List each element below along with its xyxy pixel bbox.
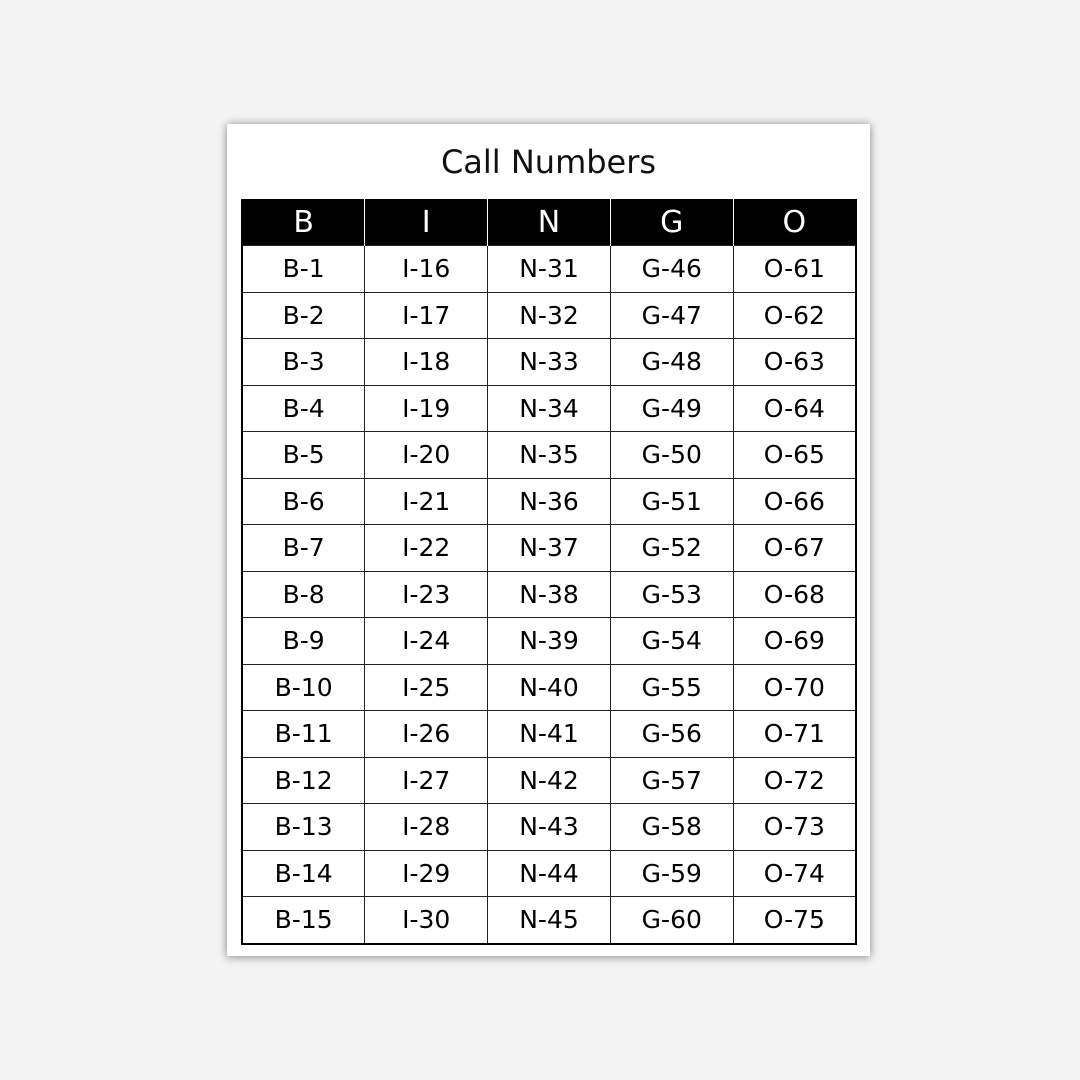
- call-number-cell-b: B-14: [242, 850, 365, 897]
- call-number-cell-n: N-42: [488, 757, 611, 804]
- call-number-cell-b: B-2: [242, 292, 365, 339]
- call-number-cell-g: G-59: [610, 850, 733, 897]
- call-number-cell-o: O-63: [733, 339, 856, 386]
- call-number-cell-g: G-48: [610, 339, 733, 386]
- table-row: [242, 525, 856, 572]
- call-number-cell-i: I-28: [365, 804, 488, 851]
- call-number-cell-b: B-1: [242, 246, 365, 293]
- call-number-cell-n: N-35: [488, 432, 611, 479]
- call-number-cell-n: N-39: [488, 618, 611, 665]
- column-header-o: O: [733, 199, 856, 246]
- call-number-cell-b: B-13: [242, 804, 365, 851]
- call-number-cell-n: N-32: [488, 292, 611, 339]
- call-number-cell-g: G-51: [610, 478, 733, 525]
- bingo-call-table: [241, 199, 857, 945]
- call-number-cell-i: I-29: [365, 850, 488, 897]
- call-number-cell-g: G-50: [610, 432, 733, 479]
- call-number-cell-i: I-23: [365, 571, 488, 618]
- call-number-cell-n: N-36: [488, 478, 611, 525]
- call-number-cell-n: N-41: [488, 711, 611, 758]
- table-row: [242, 478, 856, 525]
- call-number-cell-n: N-38: [488, 571, 611, 618]
- call-number-cell-g: G-54: [610, 618, 733, 665]
- call-number-cell-n: N-37: [488, 525, 611, 572]
- column-header-g: G: [610, 199, 733, 246]
- call-number-cell-o: O-70: [733, 664, 856, 711]
- call-number-cell-o: O-69: [733, 618, 856, 665]
- call-number-cell-b: B-15: [242, 897, 365, 944]
- call-number-cell-i: I-25: [365, 664, 488, 711]
- call-number-cell-i: I-30: [365, 897, 488, 944]
- call-number-cell-g: G-53: [610, 571, 733, 618]
- table-row: [242, 711, 856, 758]
- call-number-cell-g: G-56: [610, 711, 733, 758]
- call-number-cell-b: B-8: [242, 571, 365, 618]
- call-number-cell-b: B-6: [242, 478, 365, 525]
- call-number-cell-o: O-61: [733, 246, 856, 293]
- call-number-cell-i: I-19: [365, 385, 488, 432]
- call-number-cell-o: O-75: [733, 897, 856, 944]
- call-number-cell-i: I-17: [365, 292, 488, 339]
- table-row: [242, 246, 856, 293]
- call-number-cell-i: I-16: [365, 246, 488, 293]
- column-header-b: B: [242, 199, 365, 246]
- call-number-cell-b: B-10: [242, 664, 365, 711]
- call-number-cell-g: G-52: [610, 525, 733, 572]
- call-number-cell-b: B-4: [242, 385, 365, 432]
- table-row: [242, 432, 856, 479]
- call-number-cell-n: N-33: [488, 339, 611, 386]
- table-row: [242, 292, 856, 339]
- call-number-cell-g: G-47: [610, 292, 733, 339]
- call-number-cell-b: B-11: [242, 711, 365, 758]
- call-number-cell-n: N-40: [488, 664, 611, 711]
- page-title: Call Numbers: [440, 143, 657, 181]
- table-row: [242, 385, 856, 432]
- call-numbers-sheet: [227, 124, 870, 956]
- call-number-cell-o: O-73: [733, 804, 856, 851]
- table-row: [242, 757, 856, 804]
- call-number-cell-n: N-31: [488, 246, 611, 293]
- call-number-cell-o: O-67: [733, 525, 856, 572]
- call-number-cell-o: O-74: [733, 850, 856, 897]
- column-header-i: I: [365, 199, 488, 246]
- call-number-cell-b: B-5: [242, 432, 365, 479]
- call-number-cell-b: B-12: [242, 757, 365, 804]
- call-number-cell-i: I-20: [365, 432, 488, 479]
- call-number-cell-n: N-44: [488, 850, 611, 897]
- table-row: [242, 664, 856, 711]
- call-number-cell-b: B-3: [242, 339, 365, 386]
- call-number-cell-g: G-55: [610, 664, 733, 711]
- call-number-cell-o: O-65: [733, 432, 856, 479]
- call-number-cell-g: G-57: [610, 757, 733, 804]
- call-number-cell-o: O-72: [733, 757, 856, 804]
- column-header-n: N: [488, 199, 611, 246]
- table-row: [242, 571, 856, 618]
- call-number-cell-n: N-43: [488, 804, 611, 851]
- call-number-cell-o: O-71: [733, 711, 856, 758]
- call-number-cell-g: G-58: [610, 804, 733, 851]
- call-number-cell-i: I-21: [365, 478, 488, 525]
- call-number-cell-g: G-46: [610, 246, 733, 293]
- call-number-cell-i: I-26: [365, 711, 488, 758]
- call-number-cell-i: I-22: [365, 525, 488, 572]
- call-number-cell-i: I-24: [365, 618, 488, 665]
- call-number-cell-i: I-27: [365, 757, 488, 804]
- table-body: [242, 246, 856, 944]
- call-number-cell-i: I-18: [365, 339, 488, 386]
- call-number-cell-g: G-60: [610, 897, 733, 944]
- call-number-cell-b: B-9: [242, 618, 365, 665]
- call-number-cell-g: G-49: [610, 385, 733, 432]
- call-number-cell-n: N-34: [488, 385, 611, 432]
- table-row: [242, 897, 856, 944]
- table-row: [242, 339, 856, 386]
- call-number-cell-o: O-68: [733, 571, 856, 618]
- call-number-cell-o: O-64: [733, 385, 856, 432]
- header-row: [242, 199, 856, 246]
- call-number-cell-n: N-45: [488, 897, 611, 944]
- call-number-cell-o: O-66: [733, 478, 856, 525]
- table-row: [242, 850, 856, 897]
- call-number-cell-b: B-7: [242, 525, 365, 572]
- table-row: [242, 618, 856, 665]
- call-number-cell-o: O-62: [733, 292, 856, 339]
- table-row: [242, 804, 856, 851]
